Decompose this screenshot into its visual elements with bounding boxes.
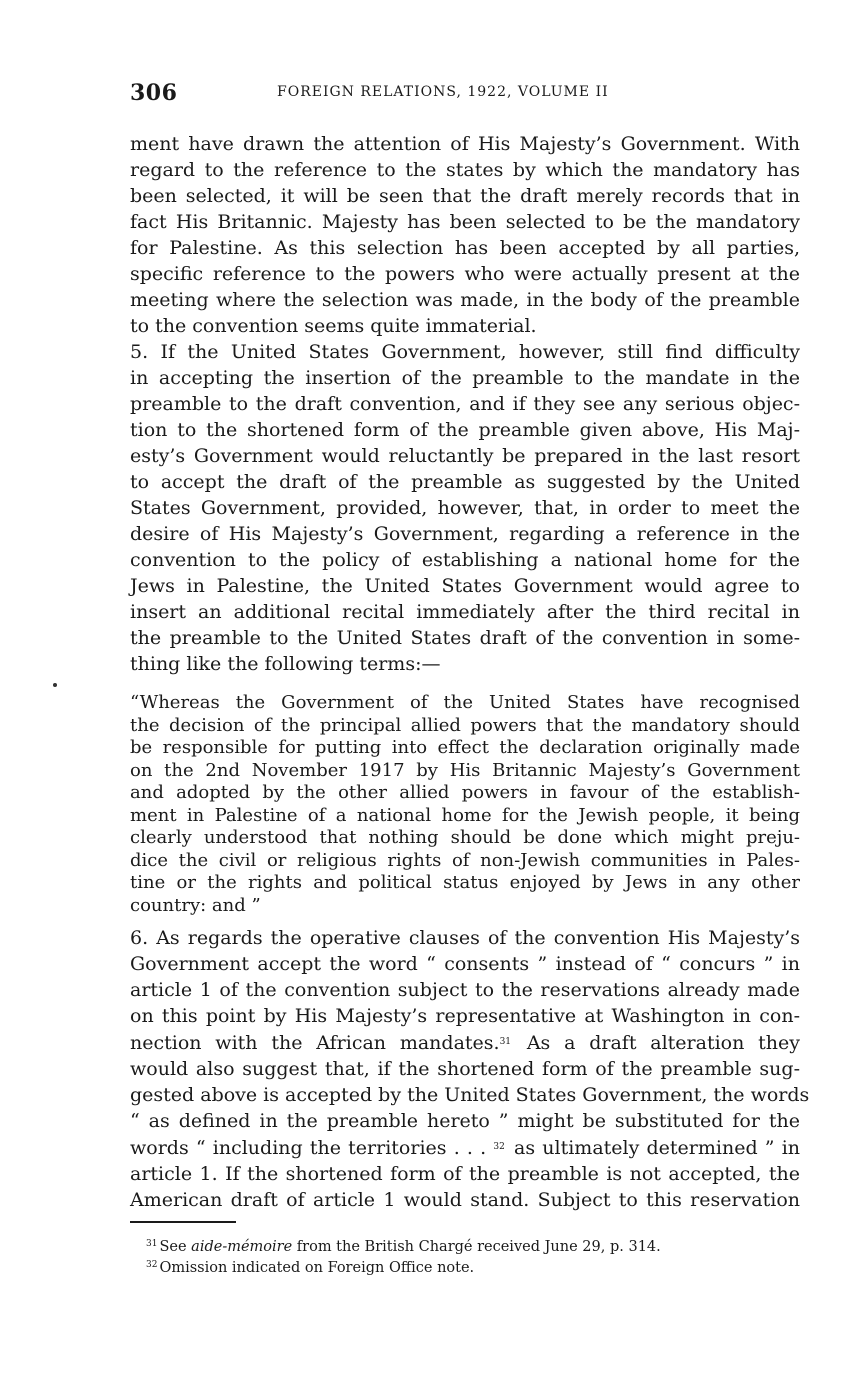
text-segment: nection with the African mandates. — [130, 1032, 500, 1054]
text-line: clearly understood that nothing should be done which might preju- — [130, 827, 800, 848]
footnote-31 — [146, 1235, 661, 1256]
text-line: Jews in Palestine, the United States Government would agree to — [130, 575, 800, 597]
text-line: insert an additional recital immediately after the third recital in — [130, 601, 800, 623]
quoted-recital — [130, 692, 800, 917]
paragraph-continued — [130, 131, 800, 339]
footnote-32 — [146, 1256, 661, 1277]
paragraph-five — [130, 339, 800, 677]
text-line: gested above is accepted by the United States Government, the words — [130, 1084, 810, 1106]
footnotes — [146, 1235, 661, 1277]
text-line: article 1 of the convention subject to the reservations already made — [130, 979, 800, 1001]
text-line: 6. As regards the operative clauses of the convention His Majesty’s — [130, 927, 800, 949]
text-line: tion to the shortened form of the preamble given above, His Maj- — [130, 419, 800, 441]
text-line: 5. If the United States Government, however, still find difficulty — [130, 341, 800, 363]
text-line-with-footnote — [130, 1029, 800, 1056]
footnote-ref-31: 31 — [499, 1037, 512, 1047]
text-line: States Government, provided, however, that, in order to meet the — [130, 497, 800, 519]
text-segment: as ultimately determined ” in — [506, 1137, 801, 1159]
footnote-ref-32: 32 — [493, 1142, 505, 1152]
text-line: for Palestine. As this selection has been accepted by all parties, — [130, 237, 800, 259]
text-line: in accepting the insertion of the preamble to the mandate in the — [130, 367, 800, 389]
text-line: country: and ” — [130, 894, 261, 916]
footnote-divider — [130, 1221, 236, 1223]
text-line: specific reference to the powers who were actually present at the — [130, 263, 800, 285]
text-line: thing like the following terms:— — [130, 653, 441, 675]
text-line: to the convention seems quite immaterial. — [130, 315, 537, 337]
text-line: Government accept the word “ consents ” instead of “ concurs ” in — [130, 953, 800, 975]
text-segment: As a draft alteration they — [513, 1032, 801, 1054]
footnote-italic-text: aide-mémoire — [191, 1239, 293, 1255]
text-line: desire of His Majesty’s Government, regarding a reference in the — [130, 523, 800, 545]
text-line: preamble to the draft convention, and if they see any serious objec- — [130, 393, 800, 415]
paragraph-six — [130, 925, 810, 1213]
text-line: to accept the draft of the preamble as suggested by the United — [130, 471, 800, 493]
text-line: the decision of the principal allied powers that the mandatory should — [130, 714, 800, 736]
text-line: meeting where the selection was made, in the body of the preamble — [130, 289, 800, 311]
footnote-marker: 32 — [146, 1260, 158, 1270]
footnote-text: Omission indicated on Foreign Office note. — [159, 1260, 475, 1276]
text-line: dice the civil or religious rights of non-Jewish communities in Pales- — [130, 849, 800, 871]
text-line: on this point by His Majesty’s representative at Washington in con- — [130, 1005, 800, 1027]
footnote-text: See — [159, 1239, 192, 1255]
text-segment: words “ including the territories . . . — [130, 1137, 494, 1159]
text-line: would also suggest that, if the shortened form of the preamble sug- — [130, 1058, 800, 1080]
text-line: “Whereas the Government of the United States have recognised — [130, 692, 800, 713]
text-line: and adopted by the other allied powers in favour of the establish- — [130, 782, 800, 803]
text-line-with-footnote — [130, 1134, 800, 1161]
text-line: article 1. If the shortened form of the preamble is not accepted, the — [130, 1163, 800, 1185]
stray-mark — [53, 683, 57, 687]
text-line: American draft of article 1 would stand. Subject to this reservation — [130, 1189, 800, 1211]
text-line: been selected, it will be seen that the draft merely records that in — [130, 185, 800, 207]
footnote-marker: 31 — [146, 1239, 158, 1249]
running-head: FOREIGN RELATIONS, 1922, VOLUME II — [277, 84, 609, 100]
text-line: regard to the reference to the states by which the mandatory has — [130, 159, 800, 181]
text-line: tine or the rights and political status enjoyed by Jews in any other — [130, 872, 800, 893]
text-line: ment have drawn the attention of His Majesty’s Government. With — [130, 133, 800, 155]
text-line: the preamble to the United States draft of the convention in some- — [130, 627, 800, 649]
text-line: “ as defined in the preamble hereto ” might be substituted for the — [130, 1110, 800, 1132]
page-number: 306 — [130, 80, 178, 106]
text-line: fact His Britannic. Majesty has been selected to be the mandatory — [130, 211, 800, 233]
text-line: convention to the policy of establishing a national home for the — [130, 549, 800, 571]
text-line: esty’s Government would reluctantly be prepared in the last resort — [130, 445, 800, 467]
text-line: ment in Palestine of a national home for the Jewish people, it being — [130, 804, 800, 826]
footnote-text: from the British Chargé received June 29, p. 314. — [292, 1239, 661, 1255]
text-line: be responsible for putting into effect the declaration originally made — [130, 737, 800, 758]
text-line: on the 2nd November 1917 by His Britannic Majesty’s Government — [130, 759, 800, 781]
